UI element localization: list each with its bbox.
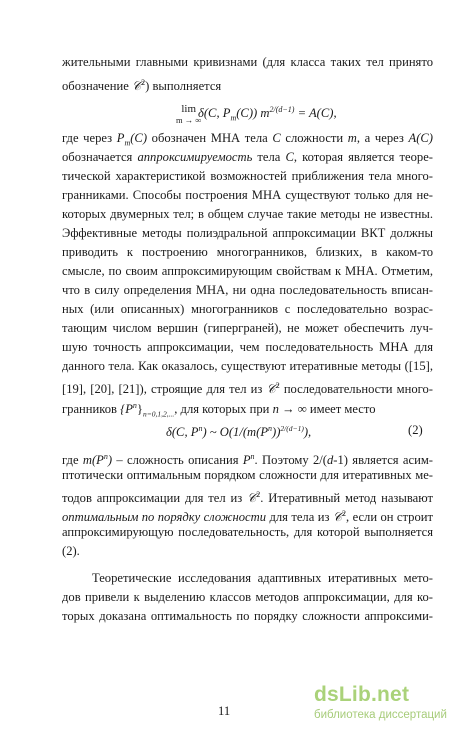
text-line-2 xyxy=(62,74,433,95)
text-line-22: тодов аппроксимации для тел из 𝒞$^2$. Итеративный метод называют xyxy=(62,490,433,506)
text-line-12: что в силу определения МНА, ни одна последовательность вписан- xyxy=(62,283,433,297)
text-line-16: данного тела. Как оказалось, существуют итеративные методы ([15], xyxy=(62,359,433,373)
text-line-8: которых двумерных тел; в общем случае такие методы не известны. xyxy=(62,207,433,221)
text-line-13: ных (или описанных) многогранников с последовательно возрас- xyxy=(62,302,433,316)
text-line-18: гранников $\{P^n\}_{n=0,1,2,...}$, для которых при n → ∞ имеет место xyxy=(62,401,376,419)
watermark-logo: dsLib.net xyxy=(314,683,410,706)
text-line-11: смысле, по своим аппроксимирующим свойствам к МНА. Отметим, xyxy=(62,264,433,278)
text-line-15: шую точность аппроксимации, чем последовательность МНА для xyxy=(62,340,433,354)
text-fragment: обозначение xyxy=(62,79,132,94)
text-line-21: птотически оптимальным порядком сложности для итеративных ме- xyxy=(62,468,433,482)
limit-operator: lim m → ∞ xyxy=(176,103,202,125)
text-line-14: тающим числом вершин (гиперграней), не может обеспечить луч- xyxy=(62,321,433,335)
formula-1: δ(C, $P_m(C)$) $m^{2/(d-1)} = A(C)$, xyxy=(198,105,337,123)
text-line-5: обозначается аппроксимируемость тела C, которая является теоре- xyxy=(62,150,433,164)
text-line-28: торых доказана оптимальность по порядку сложности аппроксими- xyxy=(62,609,433,623)
equation-number: (2) xyxy=(408,423,423,437)
c2-symbol: 𝒞$^2$ xyxy=(131,78,146,94)
text-line-1: жительными главными кривизнами (для класса таких тел принято xyxy=(62,55,433,69)
text-fragment: ) выполняется xyxy=(145,79,222,94)
text-line-6: тической характеристикой возможностей приближения тела много- xyxy=(62,169,433,183)
text-line-23: оптимальным по порядку сложности для тела из 𝒞$^2$, если он строит xyxy=(62,509,434,525)
text-line-24: аппроксимирующую последовательность, для которой выполняется xyxy=(62,525,433,539)
text-line-20: где $m(P^n)$ – сложность описания $P^n$. Поэтому 2/(d-1) является асим- xyxy=(62,452,434,468)
text-line-26: Теоретические исследования адаптивных итеративных мето- xyxy=(92,571,433,585)
formula-2: δ(C, $P^n$) ~ $O(1/(m(P^n))^{2/(d-1)})$, xyxy=(166,424,312,440)
page-number: 11 xyxy=(218,704,231,718)
text-line-9: Эффективные методы полиэдральной аппроксимации ВКТ должны xyxy=(62,226,433,240)
text-line-4: где через $P_m(C)$ обозначен МНА тела C сложности m, а через A(C) xyxy=(62,131,433,148)
polytope-sequence: $\{P^n\}_{n=0,1,2,...}$ xyxy=(120,401,175,419)
text-line-7: гранниками. Способы построения МНА существуют только для не- xyxy=(62,188,433,202)
text-line-17: [19], [20], [21]), строящие для тел из 𝒞$^2$ последовательности много- xyxy=(62,381,433,397)
watermark xyxy=(314,683,447,727)
text-line-10: приводить к построению многогранников, близких, в каком-то xyxy=(62,245,433,259)
watermark-subtitle: библиотека диссертаций xyxy=(314,709,447,721)
text-line-27: дов привели к выделению классов методов аппроксимации, для ко- xyxy=(62,590,433,604)
text-line-25: (2). xyxy=(62,544,80,558)
